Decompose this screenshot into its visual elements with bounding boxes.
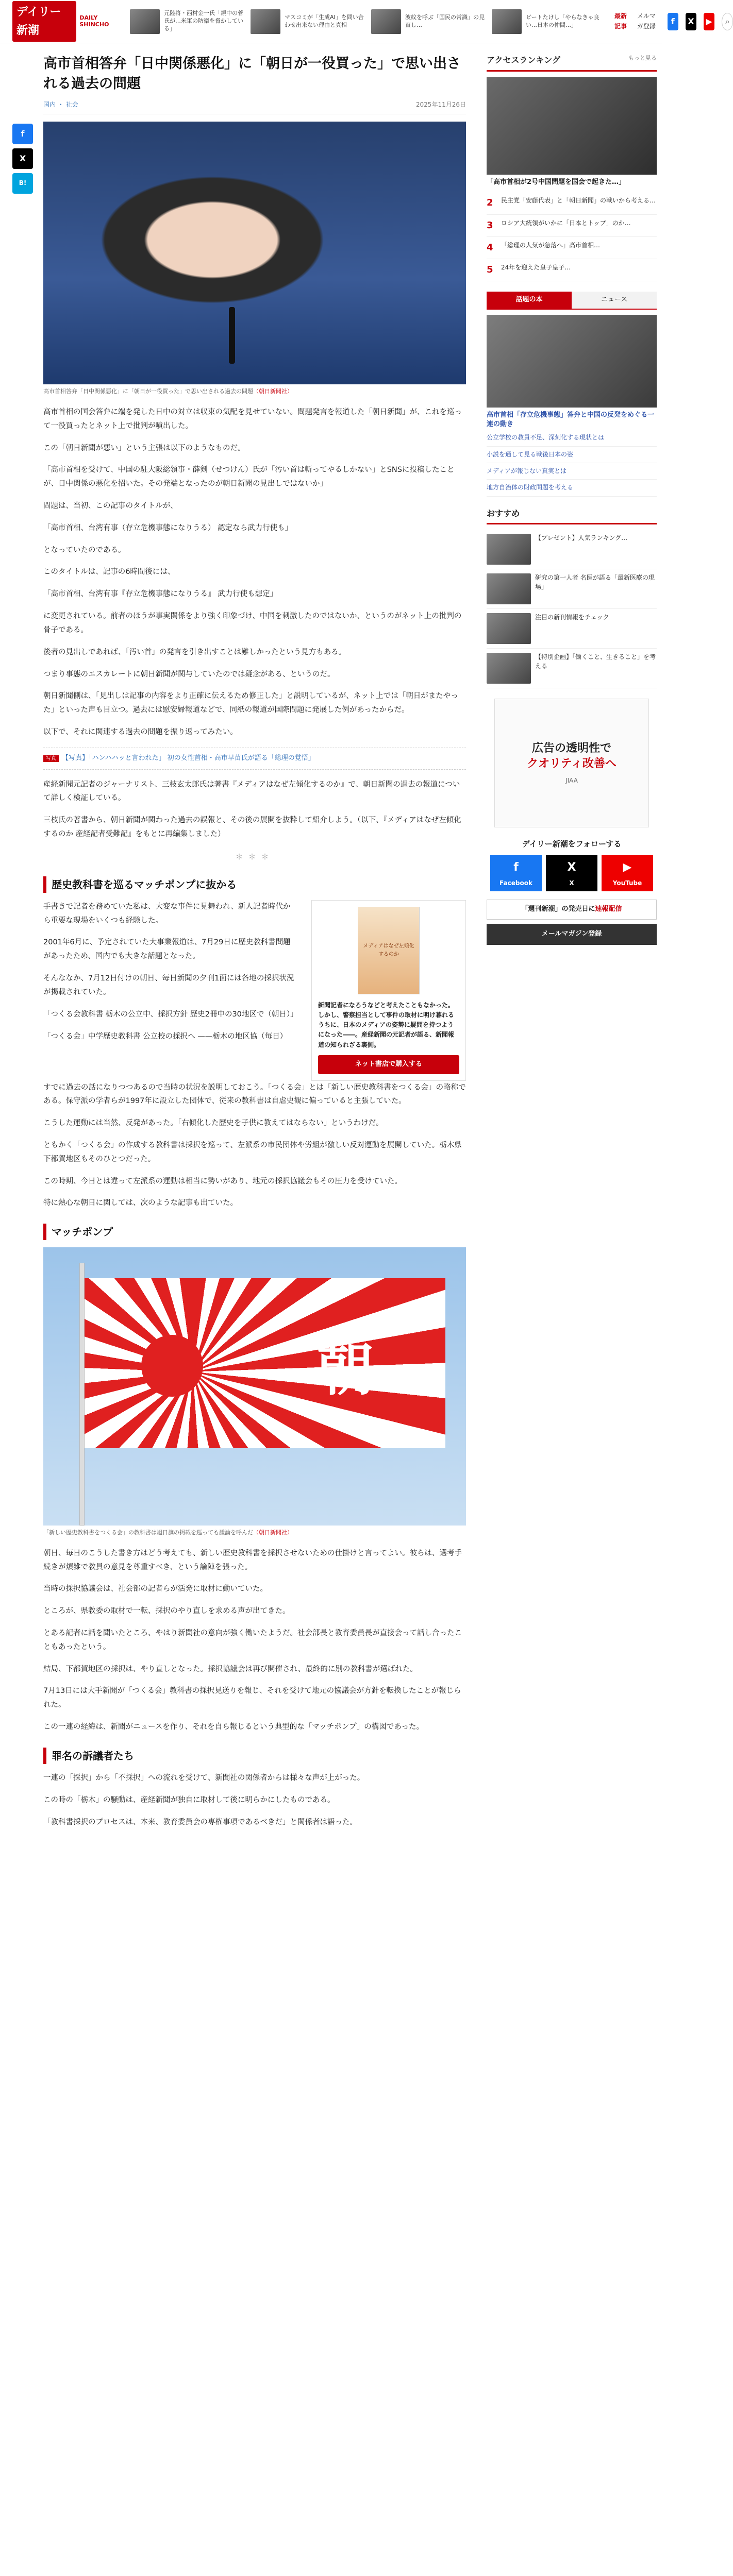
rank-number: 3 <box>487 219 493 231</box>
section-heading: 罪名の訴議者たち <box>43 1748 466 1764</box>
flag-sun <box>141 1335 203 1397</box>
ranking-title: アクセスランキング <box>487 55 561 65</box>
related-photo-link[interactable] <box>43 748 466 770</box>
microphone <box>229 307 235 364</box>
share-facebook-icon[interactable]: f <box>12 124 33 144</box>
follow-heading: デイリー新潮をフォローする <box>522 839 622 849</box>
tab-books[interactable]: 話題の本 <box>487 292 572 309</box>
share-hatena-icon[interactable]: B! <box>12 173 33 194</box>
top-news-item[interactable] <box>371 9 485 34</box>
follow-buttons <box>487 855 657 891</box>
ad-mark: JIAA <box>565 776 578 784</box>
ranking-item-title: ロシア大統領がいかに「日本とトップ」のか… <box>501 219 631 227</box>
article-paragraph: 高市首相の国会答弁に端を発した日中の対立は収束の気配を見せていない。問題発言を報道した「朝日新聞」が、これを巡って一役買ったとネット上で批判が噴出した。 <box>43 408 462 430</box>
ranking-item[interactable] <box>487 259 657 281</box>
ranking-item[interactable] <box>487 215 657 237</box>
article-paragraph: 後者の見出しであれば、「汚い首」の発言を引き出すことは難しかったという見方もある。 <box>43 648 346 656</box>
recommend-item[interactable] <box>487 609 657 649</box>
topic-item[interactable]: メディアが報じない真実とは <box>487 463 657 480</box>
article-paragraph: 朝日新聞側は、「見出しは記事の内容をより正確に伝えるため修正した」と説明しているが、ネット上では「朝日がまたやった」といった声も目立つ。過去には慰安婦報道などで、同紙の報道が国際問題に発展した例があったからだ。 <box>43 692 458 715</box>
flag-character: 朝 <box>316 1336 373 1403</box>
caption-credit: （朝日新聞社） <box>253 388 293 395</box>
recommend-thumbnail <box>487 653 531 684</box>
article <box>43 54 466 1837</box>
article-paragraph: 以下で、それに関連する過去の問題を振り返ってみたい。 <box>43 727 238 736</box>
recommend-thumbnail <box>487 534 531 565</box>
x-icon: X <box>567 861 576 874</box>
photo-caption <box>43 384 466 405</box>
byline <box>43 100 466 114</box>
youtube-icon: ▶ <box>623 861 632 874</box>
book-description: 新聞記者になろうなどと考えたこともなかった。しかし、警察担当として事件の取材に明け暮れるうちに、日本のメディアの姿勢に疑問を持つようになった――。産経新聞の元記者が語る、新聞報道の知られざる裏側。 <box>318 1001 455 1048</box>
article-paragraph: そんななか、7月12日付けの朝日、毎日新聞の夕刊1面には各地の採択状況が掲載されていた。 <box>43 974 294 996</box>
ranking-thumbnail <box>487 77 657 175</box>
ranking-heading <box>487 54 657 72</box>
article-paragraph: に変更されている。前者のほうが事実関係をより強く印象づけ、中国を刺激したのではないか、というのがネット上の批判の骨子である。 <box>43 612 462 634</box>
book-cover[interactable]: メディアはなぜ左傾化するのか <box>358 907 420 994</box>
related-link-text: 【写真】「ハンハハッと言われた」 初の女性首相・高市早苗氏が語る「総理の覚悟」 <box>62 754 315 762</box>
flag-pole <box>79 1263 85 1526</box>
topic-top-title: 高市首相「存立危機事態」答弁と中国の反発をめぐる一連の動き <box>487 411 655 429</box>
x-icon[interactable]: X <box>686 13 696 30</box>
article-paragraph: 産経新聞元記者のジャーナリスト、三枝玄太郎氏は著書『メディアはなぜ左傾化するのか』で、朝日新聞の過去の報道について詳しく検証している。 <box>43 780 460 803</box>
recommend-title-text: 【プレゼント】人気ランキング… <box>535 534 628 542</box>
article-paragraph: このタイトルは、記事の6時間後には、 <box>43 568 175 577</box>
article-paragraph: 問題は、当初、この記事のタイトルが、 <box>43 502 178 511</box>
article-paragraph: この時の「栃木」の騒動は、産経新聞が独自に取材して後に明らかにしたものである。 <box>43 1795 335 1804</box>
ad-line-1: 広告の透明性で <box>531 742 611 755</box>
rank-number: 4 <box>487 242 493 253</box>
weekly-emphasis: 速報配信 <box>595 905 622 913</box>
article-category[interactable]: 国内 ・ 社会 <box>43 101 78 109</box>
top-news-strip <box>130 9 605 34</box>
article-paragraph: 「高市首相、台湾有事（存立危機事態になりうる） 認定なら武力行使も」 <box>43 523 293 532</box>
ranking-top-title: 「高市首相が2号中国問題を国会で起きた…」 <box>487 178 626 186</box>
sidebar <box>487 54 657 1837</box>
follow-facebook-button[interactable] <box>490 855 542 891</box>
top-news-title: 元陸将・西村金一氏「親中の菅氏が…米軍の防衛を脅かしている」 <box>164 10 243 32</box>
article-paragraph: ところが、県教委の取材で一転、採択のやり直しを求める声が出てきた。 <box>43 1607 290 1616</box>
header-links <box>614 11 733 31</box>
top-news-item[interactable] <box>251 9 364 34</box>
article-paragraph: 当時の採択協議会は、社会部の記者らが活発に取材に動いていた。 <box>43 1585 268 1594</box>
site-logo[interactable] <box>12 1 121 41</box>
new-articles-link[interactable]: 最新記事 <box>614 12 627 30</box>
caption-text: 高市首相答弁「日中関係悪化」に「朝日が一役買った」で思い出される過去の問題 <box>43 388 253 395</box>
ad-banner[interactable] <box>494 699 649 827</box>
article-paragraph: 「教科書採択のプロセスは、本来、教育委員会の専権事項であるべきだ」と関係者は語った。 <box>43 1818 357 1826</box>
topic-item[interactable]: 公立学校の教員不足、深刻化する現状とは <box>487 430 657 446</box>
top-news-item[interactable] <box>130 9 243 34</box>
topic-tabs <box>487 292 657 310</box>
weekly-notice[interactable] <box>487 900 657 920</box>
article-paragraph: 結局、下都賀地区の採択は、やり直しとなった。採択協議会は再び開催され、最終的に別の教科書が選ばれた。 <box>43 1665 418 1673</box>
section-with-book <box>43 900 466 1081</box>
recommend-thumbnail <box>487 573 531 604</box>
search-icon[interactable]: ⌕ <box>722 13 733 30</box>
rank-number: 2 <box>487 197 493 209</box>
weekly-text: 「週刊新潮」の発売日に <box>521 905 595 913</box>
article-paragraph: この一連の経緯は、新聞がニュースを作り、それを自ら報じるという典型的な「マッチポンプ」の構図であった。 <box>43 1723 424 1732</box>
news-thumbnail <box>251 9 280 34</box>
recommend-title-text: 【特別企画】「働くこと、生きること」を考える <box>535 653 656 670</box>
topic-top-item[interactable] <box>487 315 657 430</box>
ranking-item[interactable] <box>487 192 657 214</box>
section-heading: マッチポンプ <box>43 1224 466 1240</box>
ranking-item-title: 民主党「安藤代表」と「朝日新聞」の戦いから考える… <box>501 197 656 205</box>
recommend-title-text: 注目の新刊情報をチェック <box>535 614 609 621</box>
top-news-title: ビートたけし「やらなきゃ良い…日本の仲間…」 <box>526 13 599 28</box>
article-paragraph: 2001年6月に、予定されていた大事業報道は、7月29日に歴史教科書問題があったため、国内でも大きな話題となった。 <box>43 938 291 961</box>
facebook-icon[interactable]: f <box>668 13 678 30</box>
recommend-item[interactable] <box>487 569 657 609</box>
topic-item[interactable]: 地方自治体の財政問題を考える <box>487 480 657 496</box>
article-title: 高市首相答弁「日中関係悪化」に「朝日が一役買った」で思い出される過去の問題 <box>43 56 461 92</box>
news-thumbnail <box>371 9 401 34</box>
logo-sub: DAILY SHINCHO <box>79 14 109 28</box>
photo-tag: 写真 <box>43 755 59 762</box>
article-paragraph: 「つくる会」中学歴史教科書 公立校の採択へ ——栃木の地区協（毎日） <box>43 1032 288 1041</box>
recommend-item[interactable] <box>487 530 657 569</box>
share-x-icon[interactable]: X <box>12 148 33 169</box>
topic-thumbnail <box>487 315 657 408</box>
article-paragraph: 三枝氏の著書から、朝日新聞が関わった過去の誤報と、その後の展開を抜粋して紹介しよう。（以下、『メディアはなぜ左傾化するのか 産経記者受難記』をもとに再編集しました） <box>43 816 461 839</box>
article-paragraph: こうした運動には当然、反発があった。「右傾化した歴史を子供に教えてはならない」というわけだ。 <box>43 1119 384 1128</box>
caption-credit: （朝日新聞社） <box>253 1529 293 1536</box>
ranking-top-item[interactable] <box>487 77 657 188</box>
article-paragraph: すでに過去の話になりつつあるので当時の状況を説明しておこう。「つくる会」とは「新しい歴史教科書をつくる会」の略称である。保守派の学者らが1997年に設立した団体で、従来の教科書は自虐史観に偏っていると主張していた。 <box>43 1083 466 1106</box>
article-paragraph: 一連の「採択」から「不採択」への流れを受けて、新聞社の関係者からは様々な声が上がった。 <box>43 1773 365 1782</box>
page-layout <box>0 54 662 1837</box>
section-text <box>43 900 297 1052</box>
recommend-thumbnail <box>487 613 531 644</box>
ad-headline <box>527 741 617 771</box>
logo-mark: デイリー新潮 <box>12 1 76 41</box>
article-paragraph: 手書きで記者を務めていた私は、大変な事件に見舞われ、新人記者時代から重要な現場をいくつも経験した。 <box>43 902 291 925</box>
article-paragraph: 特に熱心な朝日に関しては、次のような記事も出ていた。 <box>43 1199 238 1208</box>
ranking-item-title: 「総理の人気が急落へ」高市首相… <box>501 241 601 249</box>
section-heading: 歴史教科書を巡るマッチポンプに抜かる <box>43 876 466 893</box>
follow-youtube-button[interactable] <box>602 855 653 891</box>
article-paragraph: ともかく「つくる会」の作成する教科書は採択を巡って、左派系の市民団体や労組が激しい反対運動を展開していた。栃木県下都賀地区もそのひとつだった。 <box>43 1141 462 1163</box>
article-date: 2025年11月26日 <box>415 101 466 109</box>
hero-photo <box>43 122 466 384</box>
ranking-item[interactable] <box>487 237 657 259</box>
recommend-item[interactable] <box>487 649 657 688</box>
follow-x-button[interactable] <box>546 855 597 891</box>
topic-item[interactable]: 小説を通して見る戦後日本の姿 <box>487 447 657 463</box>
recommend-title: おすすめ <box>487 508 520 518</box>
ranking-more-link[interactable]: もっと見る <box>628 55 657 61</box>
buy-book-button[interactable]: ネット書店で購入する <box>318 1055 459 1074</box>
recommend-heading <box>487 507 657 525</box>
top-news-item[interactable] <box>492 9 605 34</box>
article-paragraph: 「高市首相を受けて、中国の駐大阪総領事・薛剣（せつけん）氏が「汚い首は斬ってやるしかない」とSNSに投稿したことが、日中関係の悪化を招いた。その発端となったのが朝日新聞の見出しではないか」 <box>43 466 455 488</box>
caption-text: 「新しい歴史教科書をつくる会」の教科書は旭日旗の掲載を巡っても議論を呼んだ <box>43 1529 253 1536</box>
book-promo <box>311 900 466 1081</box>
follow-label: X <box>569 879 574 887</box>
site-header <box>0 0 730 43</box>
article-paragraph: 7月13日には大手新聞が「つくる会」教科書の採択見送りを報じ、それを受けて地元の協議会が方針を転換したことが報じられた。 <box>43 1687 461 1709</box>
top-news-title: マスコミが「生成AI」を問い合わせ出来ない理由と真相 <box>285 13 364 28</box>
article-paragraph: 朝日、毎日のこうした書き方はどう考えても、新しい歴史教科書を採択させないための仕掛けと言ってよい。彼らは、選考手続きが煩雑で教員の意見を尊重すべき、という論陣を張った。 <box>43 1549 462 1571</box>
article-paragraph: この「朝日新聞が悪い」という主張は以下のようなものだ。 <box>43 444 245 452</box>
ranking-item-title: 24年を迎えた皇子皇子… <box>501 263 571 271</box>
photo-caption <box>43 1526 466 1547</box>
article-paragraph: この時期、今日とは違って左派系の運動は相当に勢いがあり、地元の採択協議会もその圧力を受けていた。 <box>43 1177 402 1185</box>
news-thumbnail <box>492 9 522 34</box>
flag-photo <box>43 1247 466 1526</box>
article-paragraph: とある記者に話を聞いたところ、やはり新聞社の意向が強く働いたようだ。社会部長と教育委員長が直接会って話し合ったこともあったという。 <box>43 1629 462 1651</box>
tab-news[interactable]: ニュース <box>572 292 657 309</box>
section-divider: ＊＊＊ <box>235 852 274 861</box>
mail-link[interactable]: メルマガ登録 <box>637 12 656 30</box>
news-thumbnail <box>130 9 160 34</box>
article-paragraph: つまり事態のエスカレートに朝日新聞が関与していたのでは疑念がある、というのだ。 <box>43 670 335 679</box>
facebook-icon: f <box>513 861 519 874</box>
follow-label: YouTube <box>612 879 642 887</box>
youtube-icon[interactable]: ▶ <box>704 13 714 30</box>
newsletter-button[interactable]: メールマガジン登録 <box>487 924 657 945</box>
recommend-title-text: 研究の第一人者 名医が語る「最新医療の現場」 <box>535 574 655 590</box>
article-paragraph: 「つくる会教科書 栃木の公立中、採択方針 歴史2冊中の30地区で（朝日）」 <box>43 1010 298 1019</box>
article-paragraph: 「高市首相、台湾有事『存立危機事態になりうる』 武力行使も想定」 <box>43 590 278 599</box>
rising-sun-flag <box>85 1278 445 1448</box>
article-paragraph: となっていたのである。 <box>43 546 126 554</box>
ad-line-2: クオリティ改善へ <box>527 757 617 770</box>
share-rail <box>12 124 33 194</box>
rank-number: 5 <box>487 264 493 275</box>
top-news-title: 波紋を呼ぶ「国民の常識」の見直し… <box>405 13 485 28</box>
follow-label: Facebook <box>499 879 532 887</box>
